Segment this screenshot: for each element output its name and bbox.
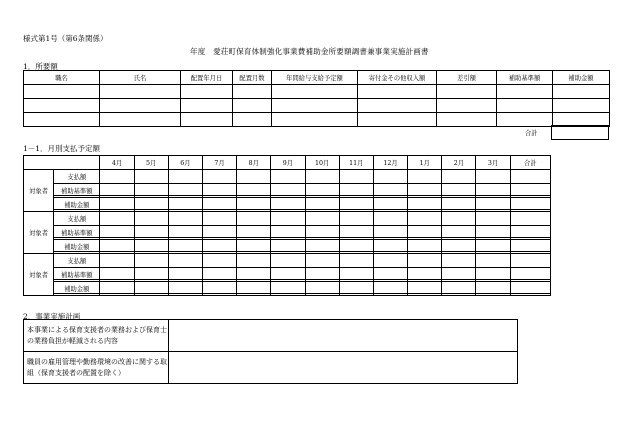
table-cell[interactable] bbox=[100, 113, 181, 127]
table-row bbox=[24, 113, 610, 127]
column-header: 年間給与支給予定額 bbox=[272, 71, 358, 85]
row-label: 補助基準額 bbox=[54, 184, 100, 198]
table-row bbox=[24, 170, 551, 184]
table-row bbox=[24, 184, 551, 198]
month-header: 6月 bbox=[168, 156, 202, 170]
table-row bbox=[24, 212, 551, 226]
table-row bbox=[24, 198, 551, 212]
table-row bbox=[24, 320, 518, 352]
month-header: 3月 bbox=[476, 156, 510, 170]
section1-heading: 1．所要額 bbox=[23, 62, 58, 71]
table-cell[interactable] bbox=[497, 113, 553, 127]
document-title: 年度 愛荘町保育体制強化事業費補助金所要額調書兼事業実施計画書 bbox=[190, 47, 429, 56]
month-header: 9月 bbox=[271, 156, 305, 170]
column-header: 補助基準額 bbox=[497, 71, 553, 85]
table-row bbox=[24, 254, 551, 268]
month-header: 11月 bbox=[339, 156, 373, 170]
table-header-row bbox=[24, 71, 610, 85]
table-cell[interactable] bbox=[358, 85, 437, 99]
month-header: 10月 bbox=[305, 156, 339, 170]
table-cell[interactable] bbox=[233, 113, 272, 127]
table-cell[interactable] bbox=[437, 113, 497, 127]
row-label: 支払額 bbox=[54, 170, 100, 184]
required-amount-table bbox=[23, 70, 610, 127]
table-cell[interactable] bbox=[24, 113, 100, 127]
row-label: 補助金額 bbox=[54, 240, 100, 254]
table-cell[interactable] bbox=[358, 113, 437, 127]
table-cell[interactable] bbox=[358, 99, 437, 113]
total-label: 合計 bbox=[525, 130, 538, 137]
table-cell[interactable] bbox=[553, 85, 610, 99]
month-header: 2月 bbox=[442, 156, 476, 170]
table-cell[interactable] bbox=[553, 99, 610, 113]
section1-1-heading: 1－1．月別支払予定額 bbox=[23, 144, 101, 153]
column-header: 差引額 bbox=[437, 71, 497, 85]
table-cell[interactable] bbox=[272, 85, 358, 99]
month-header: 12月 bbox=[373, 156, 407, 170]
table-row bbox=[24, 282, 551, 296]
table-cell[interactable] bbox=[233, 99, 272, 113]
plan-input[interactable] bbox=[169, 320, 518, 352]
table-cell[interactable] bbox=[100, 85, 181, 99]
total-amount-field[interactable] bbox=[551, 125, 609, 140]
row-label: 補助基準額 bbox=[54, 226, 100, 240]
implementation-plan-table bbox=[23, 319, 518, 384]
table-cell[interactable] bbox=[437, 85, 497, 99]
month-header: 8月 bbox=[237, 156, 271, 170]
table-cell[interactable] bbox=[181, 113, 233, 127]
table-cell[interactable] bbox=[24, 85, 100, 99]
table-cell[interactable] bbox=[181, 99, 233, 113]
monthly-payment-table bbox=[23, 155, 551, 296]
month-header: 1月 bbox=[408, 156, 442, 170]
corner-cell bbox=[24, 156, 100, 170]
table-row bbox=[24, 99, 610, 113]
table-cell[interactable] bbox=[272, 113, 358, 127]
table-row bbox=[24, 240, 551, 254]
table-cell[interactable] bbox=[437, 99, 497, 113]
month-header: 7月 bbox=[202, 156, 236, 170]
form-number: 様式第1号（第6条関係） bbox=[23, 34, 108, 43]
table-cell[interactable] bbox=[233, 85, 272, 99]
column-header: 配置月数 bbox=[233, 71, 272, 85]
plan-label: 本事業による保育支援者の業務および保育士の業務負担が軽減される内容 bbox=[24, 320, 169, 352]
plan-input[interactable] bbox=[169, 352, 518, 384]
column-header: 補助金額 bbox=[553, 71, 610, 85]
month-header: 5月 bbox=[134, 156, 168, 170]
month-header-row bbox=[24, 156, 551, 170]
row-label: 補助基準額 bbox=[54, 268, 100, 282]
table-cell[interactable] bbox=[181, 85, 233, 99]
group-label: 対象者 bbox=[24, 212, 54, 254]
row-label: 支払額 bbox=[54, 254, 100, 268]
table-cell[interactable] bbox=[272, 99, 358, 113]
column-header: 氏名 bbox=[100, 71, 181, 85]
table-cell[interactable] bbox=[24, 99, 100, 113]
column-header: 寄付金その他収入額 bbox=[358, 71, 437, 85]
section2-heading: 2．事業実施計画 bbox=[23, 312, 81, 321]
table-cell[interactable] bbox=[497, 85, 553, 99]
plan-label: 職員の雇用管理や勤務環境の改善に関する取組（保育支援者の配置を除く） bbox=[24, 352, 169, 384]
row-label: 補助金額 bbox=[54, 198, 100, 212]
table-row bbox=[24, 85, 610, 99]
table-row bbox=[24, 226, 551, 240]
row-label: 支払額 bbox=[54, 212, 100, 226]
column-header: 職名 bbox=[24, 71, 100, 85]
month-header: 合計 bbox=[510, 156, 550, 170]
row-label: 補助金額 bbox=[54, 282, 100, 296]
group-label: 対象者 bbox=[24, 254, 54, 296]
column-header: 配置年月日 bbox=[181, 71, 233, 85]
table-row bbox=[24, 352, 518, 384]
table-row bbox=[24, 268, 551, 282]
month-header: 4月 bbox=[100, 156, 134, 170]
group-label: 対象者 bbox=[24, 170, 54, 212]
table-cell[interactable] bbox=[497, 99, 553, 113]
table-cell[interactable] bbox=[100, 99, 181, 113]
